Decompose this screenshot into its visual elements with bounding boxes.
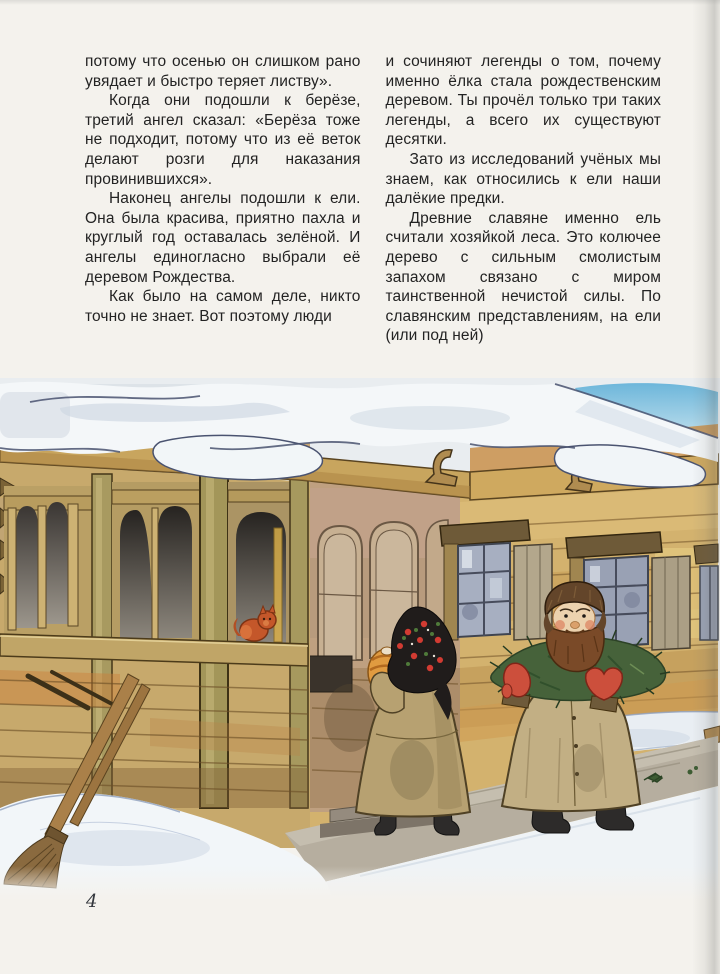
paragraph: Когда они подошли к берёзе, третий ангел сказал: «Берёза тоже не подходит, потому что из её веток делают розги для наказания провинившихся». [85, 92, 361, 188]
illustration-bottom-fade [0, 866, 720, 900]
page-number: 4 [86, 891, 98, 912]
text-columns [85, 52, 661, 346]
paragraph: Древние славяне именно ель считали хозяйкой леса. Это колючее дерево с сильным смолистым запахом связано с миром таинственной нечистой силы. По славянским представлениям, на ели (или под ней) [385, 209, 661, 345]
paragraph: Зато из исследований учёных мы знаем, как относились к ели наши далёкие предки. [385, 150, 661, 208]
paragraph: потому что осенью он слишком рано увядает и быстро теряет листву». [85, 53, 361, 90]
paragraph: Наконец ангелы подошли к ели. Она была красива, приятно пахла и круглый год оставалась зелёной. И ангелы единогласно выбрали её деревом Рождества. [85, 190, 361, 286]
illustration-winter-izba [0, 378, 720, 900]
text-column-right [386, 52, 662, 346]
page-top-edge [0, 0, 720, 5]
paragraph: Как было на самом деле, никто точно не знает. Вот поэтому люди [85, 288, 361, 325]
paragraph: и сочиняют легенды о том, почему именно ёлка стала рождественским деревом. Ты прочёл только три таких легенды, а всего их существуют десятки. [385, 53, 661, 149]
porch-left-section [0, 430, 310, 848]
text-column-left [85, 52, 361, 346]
